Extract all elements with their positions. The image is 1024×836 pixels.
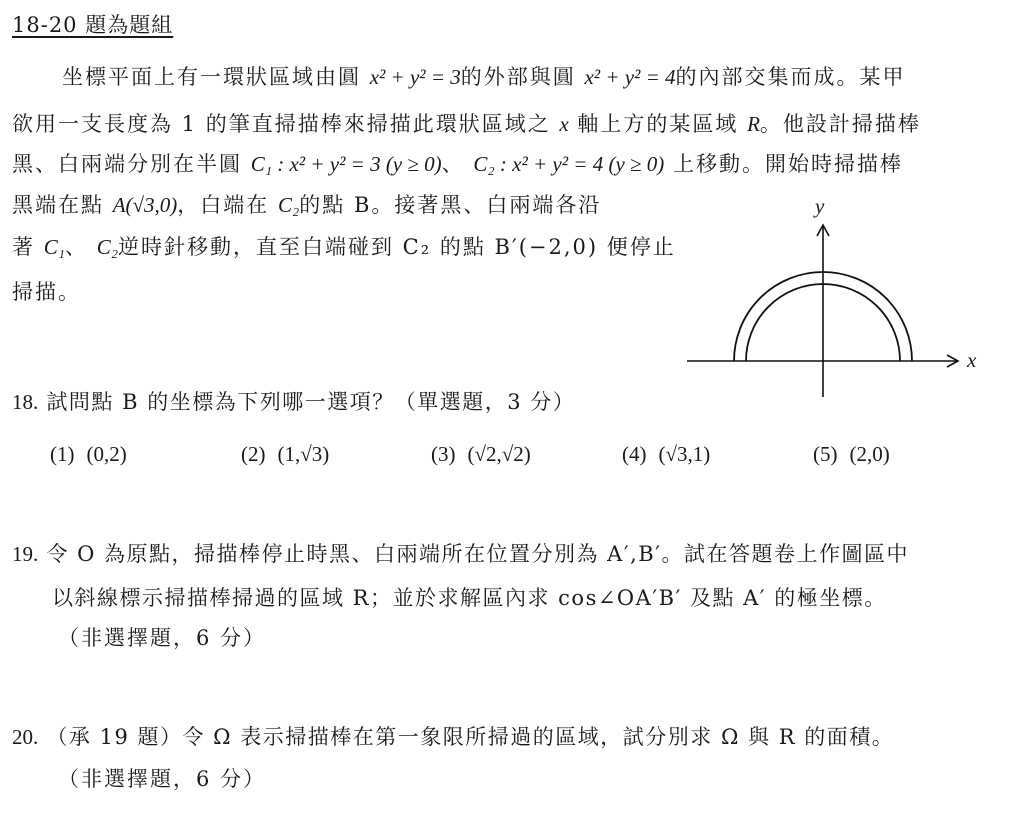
q19-number: 19. — [12, 542, 39, 566]
intro-text: 。他設計掃描棒 — [759, 112, 921, 136]
q19-score: （非選擇題，6 分） — [58, 626, 267, 650]
option-value: (2,0) — [849, 442, 890, 466]
q20-number: 20. — [12, 725, 39, 749]
intro-text: 逆時針移動，直至白端碰到 C₂ 的點 B′(−2,0) 便停止 — [118, 235, 676, 259]
option-value: (1,√3) — [277, 442, 330, 466]
intro-text: 、 — [441, 152, 474, 176]
math-inner-circle: x² + y² = 3 — [369, 65, 461, 89]
group-title: 18-20 題為題組 — [12, 13, 174, 37]
intro-text: 的內部交集而成。某甲 — [675, 65, 906, 89]
option-number: (2) — [241, 442, 266, 466]
option-number: (1) — [50, 442, 75, 466]
option-number: (5) — [813, 442, 838, 466]
math-outer-circle: x² + y² = 4 — [584, 65, 676, 89]
y-axis-label: y — [815, 194, 825, 218]
q18-option-1[interactable] — [50, 440, 127, 468]
intro-text: 掃描。 — [12, 280, 81, 304]
intro-text: 上移動。開始時掃描棒 — [664, 152, 903, 176]
math-c2: C₂ — [96, 235, 118, 259]
q20-line-1 — [12, 723, 894, 751]
q18-option-5[interactable] — [813, 440, 890, 468]
intro-text: ，白端在 — [177, 193, 278, 217]
intro-text: 的外部與圓 — [460, 65, 585, 89]
intro-text: 的點 B。接著黑、白兩端各沿 — [299, 193, 602, 217]
intro-text: 軸上方的某區域 — [568, 112, 748, 136]
x-axis-label: x — [967, 348, 977, 372]
intro-text: 、 — [65, 235, 97, 259]
q18-prompt — [12, 388, 575, 416]
q19-line-1 — [12, 540, 909, 568]
q18-option-3[interactable] — [431, 440, 531, 468]
intro-text: 坐標平面上有一環狀區域由圓 — [62, 65, 370, 89]
q19-line-2: 以斜線標示掃描棒掃過的區域 R；並於求解區內求 cos∠OA′B′ 及點 A′ 的極坐標。 — [52, 586, 887, 610]
option-value: (√3,1) — [658, 442, 711, 466]
q18-text: 試問點 B 的坐標為下列哪一選項？（單選題，3 分） — [46, 390, 576, 414]
math-c1: C₁ — [43, 235, 65, 259]
q18-option-4[interactable] — [622, 440, 710, 468]
math-x: x — [559, 112, 569, 136]
option-value: (√2,√2) — [467, 442, 531, 466]
intro-text: 著 — [12, 235, 44, 259]
option-number: (3) — [431, 442, 456, 466]
math-point-a: A(√3,0) — [112, 193, 178, 217]
intro-text: 黑、白兩端分別在半圓 — [12, 152, 251, 176]
intro-text: 欲用一支長度為 1 的筆直掃描棒來掃描此環狀區域之 — [12, 112, 560, 136]
math-c2: C₂ — [277, 193, 300, 217]
intro-text: 黑端在點 — [12, 193, 113, 217]
math-region-r: R — [747, 112, 760, 136]
option-value: (0,2) — [86, 442, 127, 466]
q18-option-2[interactable] — [241, 440, 329, 468]
option-number: (4) — [622, 442, 647, 466]
q20-text: （承 19 題）令 Ω 表示掃描棒在第一象限所掃過的區域，試分別求 Ω 與 R 的面積。 — [46, 725, 895, 749]
math-c2: C₂ : x² + y² = 4 (y ≥ 0) — [473, 152, 665, 176]
q18-number: 18. — [12, 390, 39, 414]
q19-text: 令 O 為原點，掃描棒停止時黑、白兩端所在位置分別為 A′,B′。試在答題卷上作圖區中 — [46, 542, 909, 566]
q20-score: （非選擇題，6 分） — [58, 767, 267, 791]
math-c1: C₁ : x² + y² = 3 (y ≥ 0) — [250, 152, 442, 176]
